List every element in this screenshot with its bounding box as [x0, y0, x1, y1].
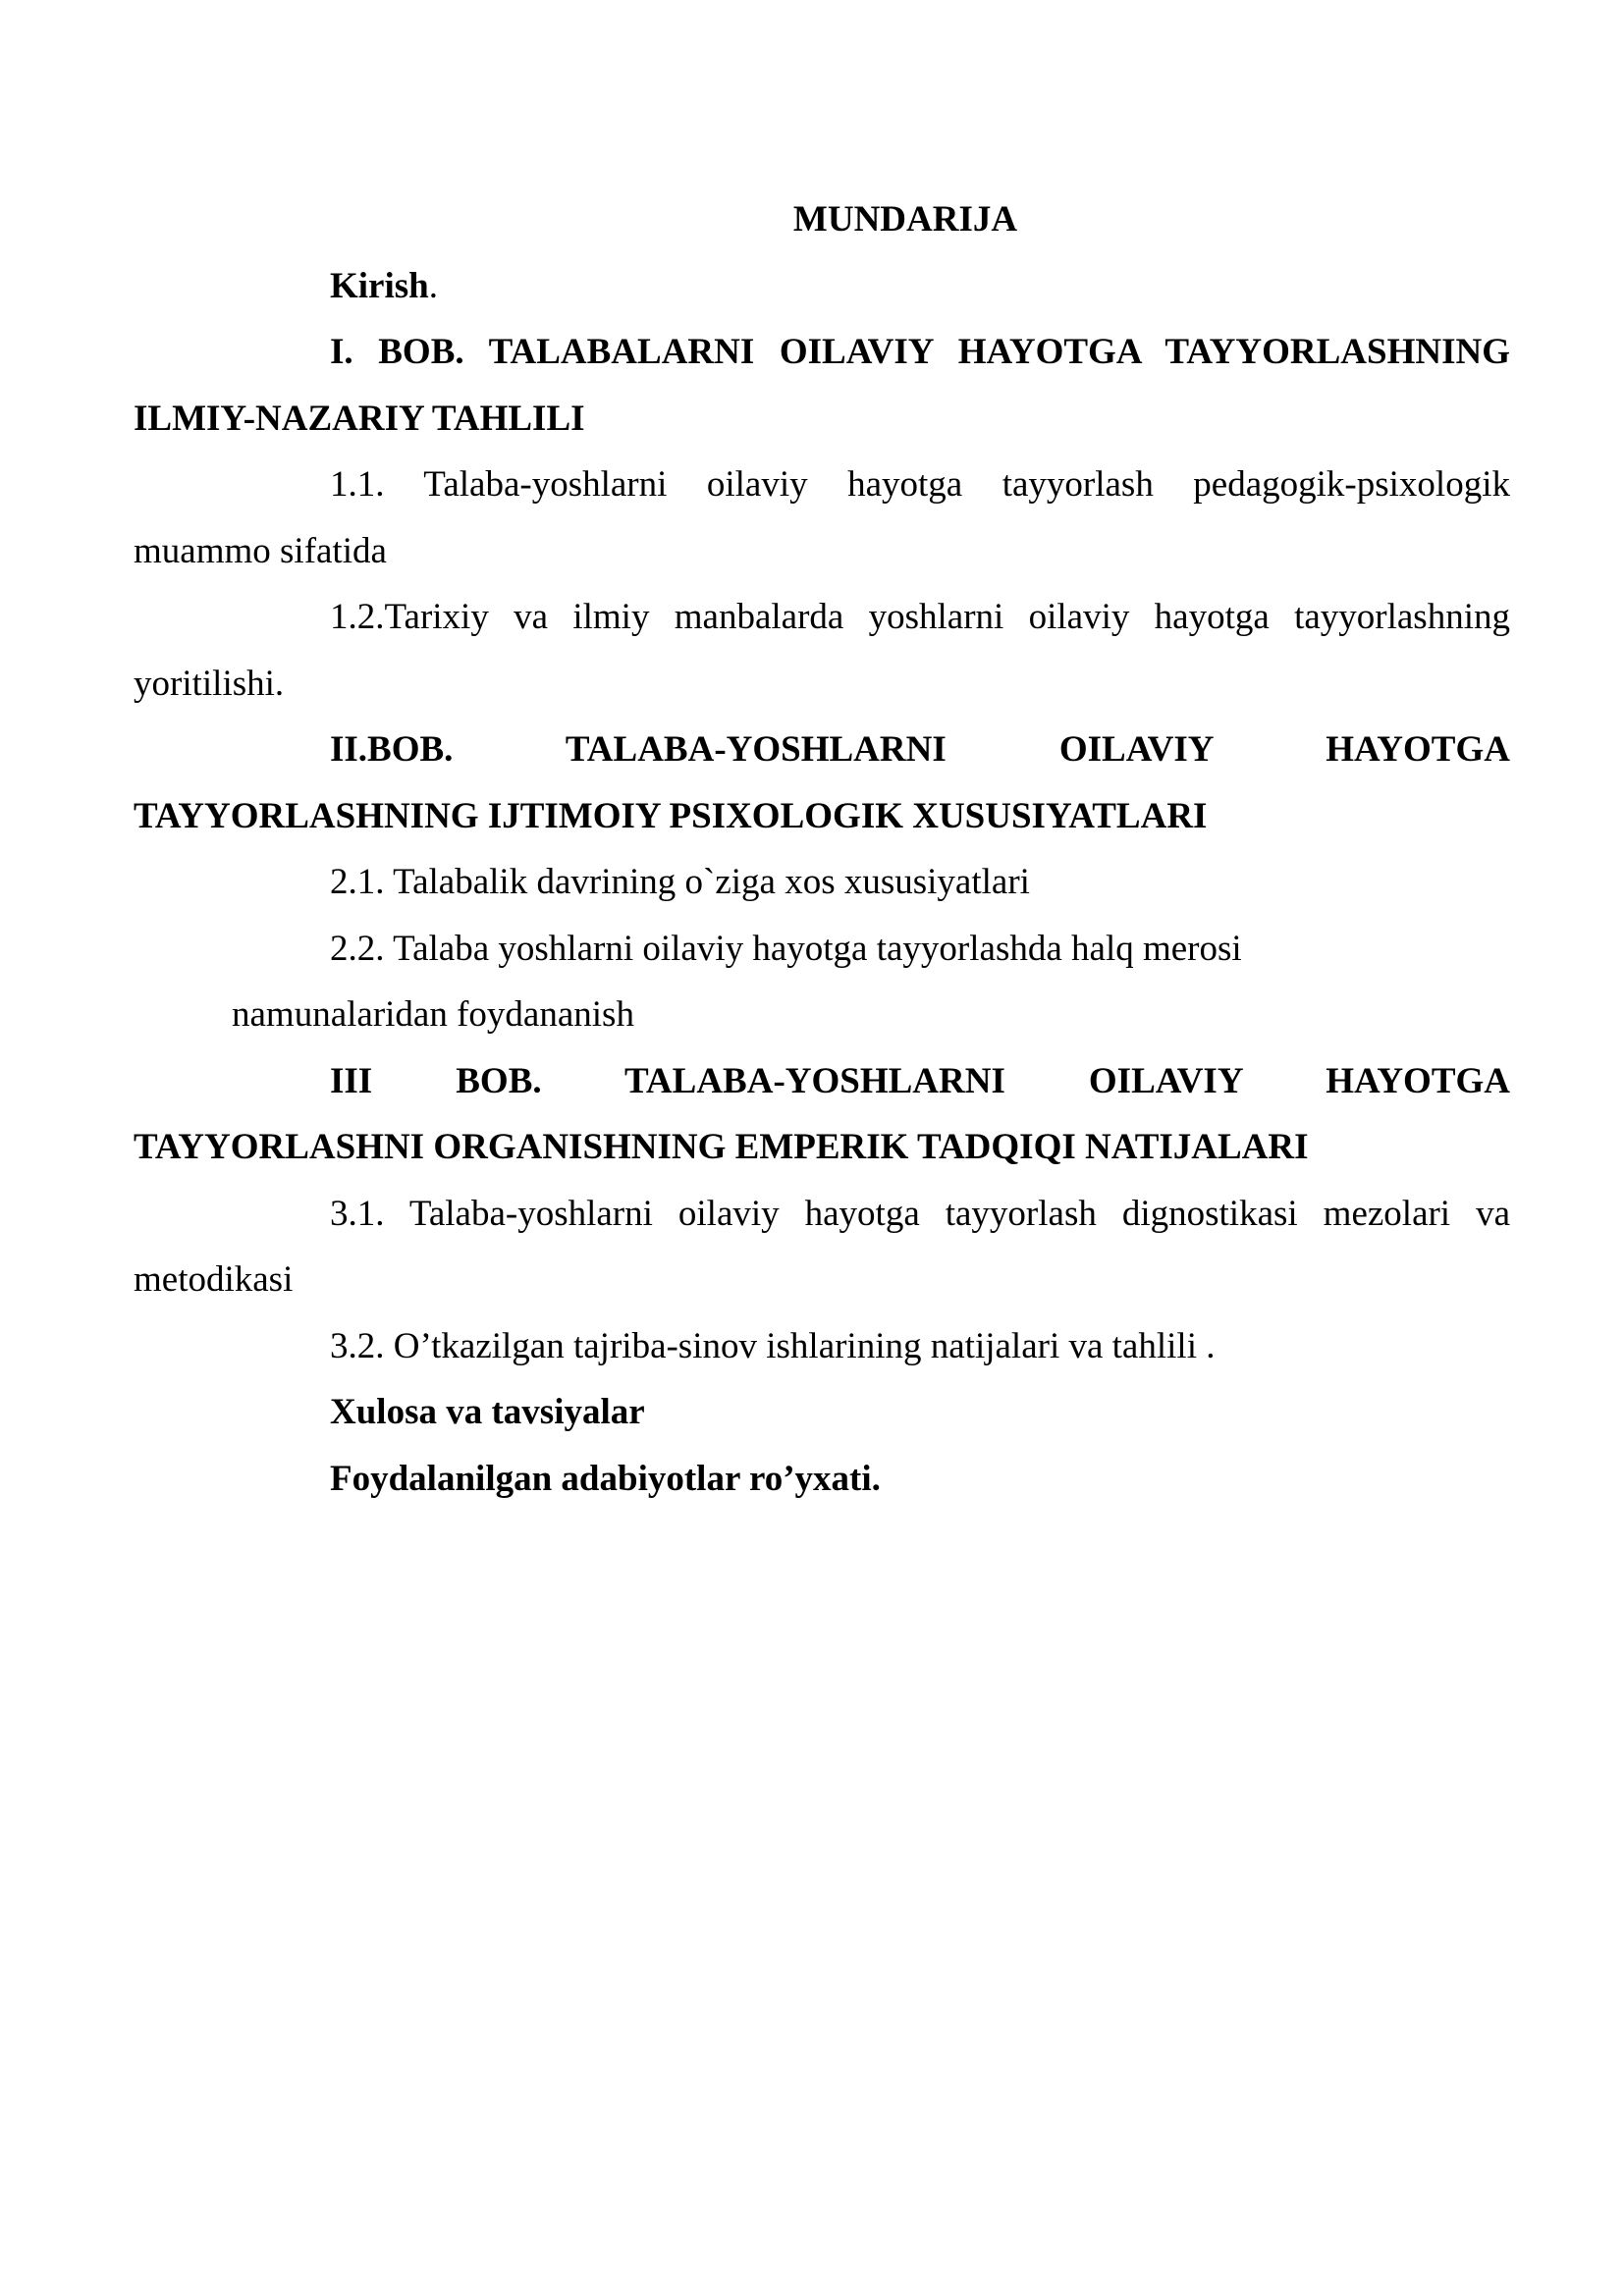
section-2-2 — [232, 916, 1510, 1048]
section-3-2-line1: 3.2. O’tkazilgan tajriba-sinov ishlarining natijalari va tahlili . — [330, 1325, 1216, 1366]
table-of-contents — [134, 187, 1510, 1512]
section-1-2-line1: 1.2.Tarixiy va ilmiy manbalarda yoshlarni oilaviy hayotga tayyorlashning — [330, 597, 1510, 637]
chapter-2-heading — [134, 717, 1510, 849]
section-3-2 — [232, 1313, 1510, 1380]
chapter-1-heading-line1: I. BOB. TALABALARNI OILAVIY HAYOTGA TAYYORLASHNING — [330, 332, 1510, 372]
toc-entry-conclusion: Xulosa va tavsiyalar — [330, 1392, 645, 1432]
section-2-2-line2: namunalaridan foydananish — [232, 994, 634, 1035]
intro-suffix: . — [428, 265, 438, 306]
chapter-2-heading-line2: TAYYORLASHNING IJTIMOIY PSIXOLOGIK XUSUSIYATLARI — [134, 795, 1208, 836]
section-1-1-line2: muammo sifatida — [134, 530, 387, 571]
toc-entry-intro — [232, 253, 1510, 320]
chapter-1-heading-line2: ILMIY-NAZARIY TAHLILI — [134, 398, 585, 439]
toc-title: MUNDARIJA — [792, 199, 1018, 240]
section-2-1 — [232, 849, 1510, 916]
chapter-3-heading — [134, 1048, 1510, 1181]
section-3-1-line2: metodikasi — [134, 1259, 294, 1300]
section-3-1 — [134, 1181, 1510, 1313]
chapter-1-heading — [134, 319, 1510, 452]
section-1-1 — [134, 452, 1510, 584]
section-3-1-line1: 3.1. Talaba-yoshlarni oilaviy hayotga tayyorlash dignostikasi mezolari va — [330, 1193, 1510, 1234]
section-1-2-line2: yoritilishi. — [134, 663, 285, 704]
toc-entry-references: Foydalanilgan adabiyotlar ro’yxati. — [330, 1458, 881, 1499]
chapter-2-heading-line1: II.BOB. TALABA-YOSHLARNI OILAVIY HAYOTGA — [330, 729, 1510, 770]
section-2-1-line1: 2.1. Talabalik davrining o`ziga xos xususiyatlari — [330, 862, 1030, 902]
chapter-3-heading-line1: III BOB. TALABA-YOSHLARNI OILAVIY HAYOTGA — [330, 1060, 1510, 1101]
section-1-1-line1: 1.1. Talaba-yoshlarni oilaviy hayotga tayyorlash pedagogik-psixologik — [330, 464, 1510, 505]
chapter-3-heading-line2: TAYYORLASHNI ORGANISHNING EMPERIK TADQIQI NATIJALARI — [134, 1127, 1309, 1167]
section-1-2 — [134, 584, 1510, 717]
intro-label: Kirish — [330, 265, 429, 306]
section-2-2-line1: 2.2. Talaba yoshlarni oilaviy hayotga tayyorlashda halq merosi — [330, 928, 1242, 969]
